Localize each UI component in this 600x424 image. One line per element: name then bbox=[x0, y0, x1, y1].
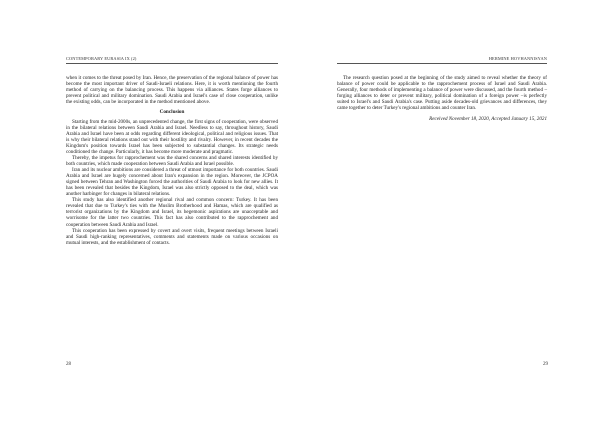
page-number-right: 29 bbox=[543, 362, 548, 367]
received-date: Received November 18, 2020, Accepted January 15, 2021 bbox=[429, 115, 547, 122]
paragraph: This cooperation has been expressed by covert and overt visits, frequent meetings between Israeli and Saudi high-ranking representatives, comments and statements made on various occasions on mutual interests, and the establishment of contacts. bbox=[66, 227, 278, 246]
paragraph: Starting from the mid-2000s, an unprecedented change, the first signs of cooperation, were observed in the bilateral relations between Saudi Arabia and Israel. Needless to say, throughout history, Saudi Arabia and Israel have been at odds regarding different ideological, political and religious issues. That is why their bilateral relations stand out with their hostility and rivalry. However, in recent decades the Kingdom's position towards Israel has been subjected to substantial changes. Its strategic needs conditioned the change. Particularly, it has become more moderate and pragmatic. bbox=[66, 118, 278, 155]
paragraph: when it comes to the threat posed by Iran. Hence, the preservation of the regional balance of power has become the most important driver of Saudi-Israeli relations. Here, it is worth mentioning the fourth method of carrying on the balancing process. This happens via alliances. States forge alliances to prevent political and military domination. Saudi Arabia and Israel's case of close cooperation, unlike the existing odds, can be incorporated in the method mentioned above. bbox=[66, 74, 278, 105]
right-page bbox=[300, 0, 600, 424]
left-page-content bbox=[66, 56, 278, 246]
paragraph: The research question posed at the beginning of the study aimed to reveal whether the theory of balance of power could be applicable to the rapprochement process of Israel and Saudi Arabia. Generally, four methods of implementing a balance of power were discussed, and the fourth method – forging alliances to deter or prevent military, political domination of a foreign power –is perfectly suited to Israel's and Saudi Arabia's case. Putting aside decades-old grievances and differences, they came together to deter Turkey's regional ambitions and counter Iran. bbox=[337, 74, 547, 111]
paragraph: Iran and its nuclear ambitions are considered a threat of utmost importance for both countries. Saudi Arabia and Israel are hugely concerned about Iran's expansion in the region. Moreover, the JCPOA signed between Tehran and Washington forced the authorities of Saudi Arabia to look for new allies. It has been revealed that besides the Kingdom, Israel was also strictly opposed to the deal, which was another harbinger for changes in bilateral relations. bbox=[66, 167, 278, 198]
paragraph: Thereby, the impetus for rapprochement was the shared concerns and shared interests identified by both countries, which made cooperation between Saudi Arabia and Israel possible. bbox=[66, 155, 278, 168]
running-head-right: HERMINE HOVHANNISYAN bbox=[337, 56, 547, 64]
section-heading: Conclusion bbox=[159, 108, 185, 115]
running-head-left: CONTEMPORARY EURASIA IX (2) bbox=[66, 56, 278, 64]
paragraph: This study has also identified another regional rival and common concern: Turkey. It has been revealed that due to Turkey's ties with the Muslim Brotherhood and Hamas, which are qualified as terrorist organizations by the Kingdom and Israel, its hegemonic aspirations are unacceptable and worrisome for the latter two countries. This fact has also contributed to the rapprochement and cooperation between Saudi Arabia and Israel. bbox=[66, 197, 278, 228]
page-number-left: 28 bbox=[66, 362, 71, 367]
right-body-text bbox=[337, 75, 547, 111]
right-page-content bbox=[337, 56, 547, 122]
left-body-text bbox=[66, 75, 278, 246]
